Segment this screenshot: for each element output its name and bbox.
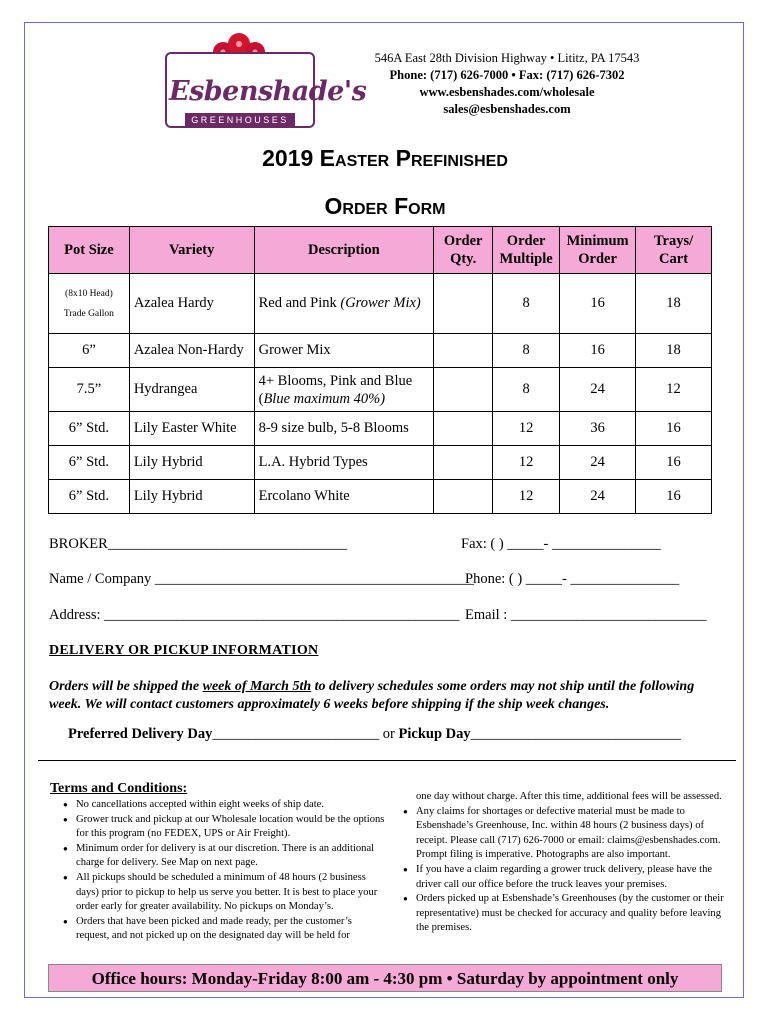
list-item: ● No cancellations accepted within eight weeks of ship date. xyxy=(56,798,386,813)
description-cell: Grower Mix xyxy=(254,334,434,368)
col-header-pot-size: Pot Size xyxy=(49,227,130,274)
delivery-heading: DELIVERY OR PICKUP INFORMATION xyxy=(49,643,319,658)
col-header-minimum-order: Minimum Order xyxy=(560,227,636,274)
or-text: or xyxy=(379,726,399,742)
trays-cart-cell: 16 xyxy=(636,480,712,514)
pot-size-cell: 6” xyxy=(49,334,130,368)
order-qty-input[interactable] xyxy=(434,274,493,334)
minimum-order-cell: 24 xyxy=(560,368,636,412)
table-row xyxy=(49,412,712,446)
order-multiple-cell: 12 xyxy=(493,446,560,480)
pot-size-cell: (8x10 Head) Trade Gallon xyxy=(49,274,130,334)
address-line: 546A East 28th Division Highway • Lititz, PA 17543 xyxy=(374,51,640,65)
pot-size-cell: 6” Std. xyxy=(49,446,130,480)
order-qty-input[interactable] xyxy=(434,334,493,368)
phone-fax-line: Phone: (717) 626-7000 • Fax: (717) 626-7302 xyxy=(389,68,625,82)
table-row xyxy=(49,446,712,480)
address-field[interactable]: Address: _________________________________________________ xyxy=(49,607,460,623)
pot-size-cell: 7.5” xyxy=(49,368,130,412)
list-item: ● Minimum order for delivery is at our discretion. There is an additional charge for delivery. See Map on next page. xyxy=(56,842,386,871)
order-qty-input[interactable] xyxy=(434,412,493,446)
trays-cart-cell: 12 xyxy=(636,368,712,412)
phone-field[interactable]: Phone: ( ) _____- _______________ xyxy=(465,571,680,587)
variety-cell: Hydrangea xyxy=(129,368,254,412)
col-header-description: Description xyxy=(254,227,434,274)
table-row xyxy=(49,334,712,368)
col-header-order-multiple: Order Multiple xyxy=(493,227,560,274)
logo-band: GREENHOUSES xyxy=(185,113,295,127)
trays-cart-cell: 18 xyxy=(636,274,712,334)
list-item: ● Orders picked up at Esbenshade’s Greenhouses (by the customer or their representative) must be checked for accuracy and quality before leaving the premises. xyxy=(396,892,731,936)
delivery-pickup-day-row xyxy=(68,726,681,743)
table-row xyxy=(49,368,712,412)
table-header-row xyxy=(49,227,712,274)
fax-field[interactable]: Fax: ( ) _____- _______________ xyxy=(461,536,661,552)
minimum-order-cell: 36 xyxy=(560,412,636,446)
order-multiple-cell: 8 xyxy=(493,334,560,368)
shipping-note: Orders will be shipped the week of March 5th to delivery schedules some orders may not ship until the following week. We will contact customers approximately 6 weeks before shipping if the ship week changes. xyxy=(49,679,695,712)
list-item: ● Any claims for shortages or defective material must be made to Esbenshade’s Greenhouse, Inc. within 48 hours (2 business days) of receipt. Please call (717) 626-7000 or email: claims@esbenshades.com. Prompt filing is imperative. Photographs are also important. xyxy=(396,805,731,863)
pickup-day-label: Pickup Day xyxy=(398,726,471,742)
name-company-field[interactable]: Name / Company ____________________________________________ xyxy=(49,571,474,587)
list-item: ● If you have a claim regarding a grower truck delivery, please have the driver call our office before the truck leaves your premises. xyxy=(396,863,731,892)
trays-cart-cell: 18 xyxy=(636,334,712,368)
terms-list-right xyxy=(396,790,731,936)
title-text: Easter Prefinished xyxy=(319,145,508,171)
title-year: 2019 xyxy=(262,145,320,171)
trays-cart-cell: 16 xyxy=(636,446,712,480)
col-header-variety: Variety xyxy=(129,227,254,274)
list-item: ● All pickups should be scheduled a minimum of 48 hours (2 business days) prior to pickup to help us serve you better. It is best to place your order early for greater availability. No pickups on Monday’s. xyxy=(56,871,386,915)
order-qty-input[interactable] xyxy=(434,446,493,480)
minimum-order-cell: 24 xyxy=(560,480,636,514)
minimum-order-cell: 16 xyxy=(560,274,636,334)
variety-cell: Lily Easter White xyxy=(129,412,254,446)
description-cell: Red and Pink (Grower Mix) xyxy=(254,274,434,334)
email-field[interactable]: Email : ___________________________ xyxy=(465,607,707,623)
description-cell: Ercolano White xyxy=(254,480,434,514)
order-qty-input[interactable] xyxy=(434,480,493,514)
order-table xyxy=(48,226,712,514)
order-multiple-cell: 12 xyxy=(493,412,560,446)
order-multiple-cell: 12 xyxy=(493,480,560,514)
logo-wordmark: Esbenshade's xyxy=(169,76,367,107)
description-cell: L.A. Hybrid Types xyxy=(254,446,434,480)
broker-field[interactable]: BROKER_________________________________ xyxy=(49,536,348,552)
variety-cell: Azalea Hardy xyxy=(129,274,254,334)
list-item-continued: one day without charge. After this time, additional fees will be assessed. xyxy=(416,791,722,802)
order-multiple-cell: 8 xyxy=(493,368,560,412)
table-row xyxy=(49,480,712,514)
description-cell: 4+ Blooms, Pink and Blue (Blue maximum 40%) xyxy=(254,368,434,412)
email-link[interactable]: sales@esbenshades.com xyxy=(443,102,571,116)
preferred-delivery-input[interactable]: _______________________ xyxy=(212,726,380,742)
terms-list-left xyxy=(56,798,386,944)
form-title-line2: Order Form xyxy=(324,193,446,219)
col-header-order-qty: Order Qty. xyxy=(434,227,493,274)
minimum-order-cell: 16 xyxy=(560,334,636,368)
variety-cell: Lily Hybrid xyxy=(129,480,254,514)
trays-cart-cell: 16 xyxy=(636,412,712,446)
col-header-trays-cart: Trays/ Cart xyxy=(636,227,712,274)
pot-size-cell: 6” Std. xyxy=(49,480,130,514)
order-multiple-cell: 8 xyxy=(493,274,560,334)
list-item: ● Grower truck and pickup at our Wholesale location would be the options for this program (no FEDEX, UPS or Air Freight). xyxy=(56,813,386,842)
pickup-day-input[interactable]: _____________________________ xyxy=(470,726,681,742)
pot-size-cell: 6” Std. xyxy=(49,412,130,446)
office-hours-banner: Office hours: Monday-Friday 8:00 am - 4:30 pm • Saturday by appointment only xyxy=(48,964,722,992)
terms-heading: Terms and Conditions: xyxy=(50,781,188,796)
list-item: ● Orders that have been picked and made ready, per the customer’s request, and not picked up on the designated day will be held for xyxy=(56,915,386,944)
order-qty-input[interactable] xyxy=(434,368,493,412)
contact-info xyxy=(322,50,692,118)
form-title-line1 xyxy=(0,145,770,172)
website-link[interactable]: www.esbenshades.com/wholesale xyxy=(419,85,595,99)
variety-cell: Azalea Non-Hardy xyxy=(129,334,254,368)
table-row xyxy=(49,274,712,334)
section-divider xyxy=(38,760,736,761)
preferred-delivery-label: Preferred Delivery Day xyxy=(68,726,213,742)
minimum-order-cell: 24 xyxy=(560,446,636,480)
description-cell: 8-9 size bulb, 5-8 Blooms xyxy=(254,412,434,446)
company-logo xyxy=(165,30,367,130)
variety-cell: Lily Hybrid xyxy=(129,446,254,480)
